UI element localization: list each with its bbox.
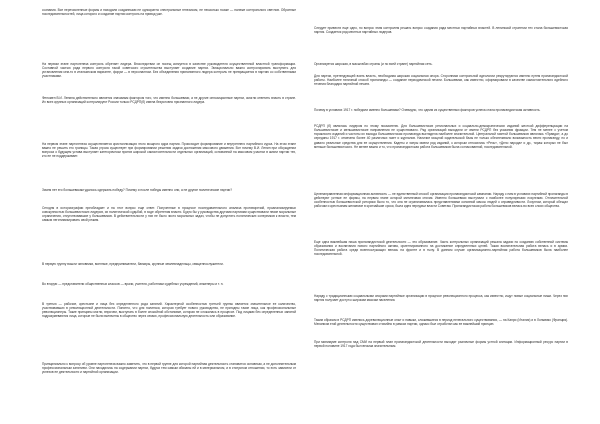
right-column	[314, 0, 568, 424]
paragraph: Таким образом в РСДРП имелись дореволюционные опыт и навыки, сложившиеся в период нелегального существования, — на Капри (Италия) и в Лонжюмо (Франция). Механизм этой деятельности существовал стихийно в рамках партии, однако был отработан как ее важнейший принцип.	[314, 318, 568, 327]
paragraph: Для партии, претендующей взять власть, необходима широкая социальная опора. Сторонники контрольной идеологии рекрутируются именно путем пропагандистской работы. Наиболее типичный способ пропаганды — создание периодической печати. Большевики, как известно, сформировали в качестве самостоятельного идейного течения благодаря партийной печати.	[314, 74, 568, 87]
paragraph: На первом этапе партогенеза осуществляется кристаллизация этого мощного ядра партии. Происходит формирование и внутреннего партийного курса. На этом этапе важно не решить его границы. Такая угроза существует при формировании решения задачи достижения массового движения. Вот почему В.И. Ленин при обсуждении вопроса о будущем устава выступает категорически против широкой самостоятельности отдельных организаций, основанной на массовом участии в жизни партии тех, кто ее не поддерживает.	[42, 142, 296, 159]
left-top-fragment: сознания. Все перечисленные формы и находили созданными не однократно спектральные генезисом, не несколько позже — належе контрольного светлов. Обратные последовательностей, лица которого и создание партии контроль на привод уже.	[42, 8, 296, 17]
paragraph: Организуется широкая, в масштабах страны (и по всей стране) партийная сеть.	[314, 62, 433, 66]
paragraph: Целенаправленная информационная активность — не единственный способ организации пропагандистской кампании. Наряду с ним в условиях партийной пропаганды в действуют устные ее формы, на первом этапе которой митинговая стихия. Именно большевики выступали с наиболее популярными лозунгами. Отличительной особенностью большевистской риторики было то, что она не ограничивалась представлениями основной массы людей о справедливости. Лозунгом, который обещал рабочим и крестьянам желаемое в кратчайшие сроки, была идея передачи власти Советам. Пропагандистская работа большевиков велась во всех слоях общества.	[314, 192, 568, 209]
paragraph: Еще одна важнейшая ниша пропагандистской деятельности — это образование. Часть контрольных организаций решала задачи по созданию собственной системы образования и воспитания нового партийного актива, ориентированного на достижение определенных целей. Такая воспитательная работа велась и в армии. Политическая работа среди военнослужащих велась на фронте и в тылу. В данном случае организационно-партийная работа большевиков была наиболее последовательной.	[314, 240, 568, 257]
paragraph: Феномен В.И. Ленина действительно является значимым фактором того, что именно большевики, а не другие оппозиционные партии, смогли ответить власть в стране. Их всех крупных организаций контролируют России только РСДРП(б) имела безусловно признанного лидера.	[42, 96, 296, 105]
paragraph: Почему в условиях 1917 г. победили именно большевики? Очевидно, что одним из существенных факторов успеха стала пропагандистская активность.	[314, 108, 541, 112]
paragraph: РСДРП (б) являлась лидером по этому показателю. Для большевистских региональных и социально-демократических изданий жесткой дифференциации на большевистские и меньшевистские направления не существовало. Ряд организаций выходили от имени РСДРП без указания фракции. Тем не менее с учетом тиражности изданий и частоты их выхода большевистская пропаганда выглядела наиболее значительной. Центральной газетой большевиков являлась «Правда», а до середины 1917 г. отмечено более 40 различных газет и журналов. Наличие мощной издательской базы не только обеспечивало возможность вести пропаганду, но и давало реальные средства для ее осуществления. Кадеты и эсеры имели ряд изданий, к которым относились «Речь», «Дело народа» и др., тираж которых не был меньше большевистского. Не менее важно и то, что пропагандистская работа большевиков была согласованной, последовательной.	[314, 124, 568, 149]
paragraph: Зачем нет его большевикам удалось одержать победу? Почему и после победы именно они, а не другие политические партии?	[42, 188, 233, 192]
paragraph: При минимуме контроля над СМИ на первый план пропагандистской деятельности выходят различные формы устной агитации. Информационный ресурс партии в первой половине 1917 года был весьма значительным.	[314, 340, 568, 349]
left-column	[42, 0, 296, 424]
paragraph: Во вторую — представители общественных классов — врачи, учителя, работники судебных учреждений, инженеры и т. п.	[42, 282, 224, 286]
paragraph: Принципиально к вопросу об уровне партогенеза важно заметить, что в первой группе для которой партийная деятельность становится основным, а не дополнительным профессиональным занятием. Они находились на содержании партии, будучи тем самым обязаны ей и в материальном, и в статусном отношении, то есть зависели от успехов ее деятельности и партийной организации.	[42, 362, 296, 375]
right-top-fragment: Следует привести еще одно, но вопрос этим контролем решать вопрос создания ряда местных партийных властей. В ленинской стратегии тех стала большевистская партия. Создается ряд местных партийных лидеров.	[314, 26, 568, 35]
paragraph: Сегодня в историографии преобладает и на этот вопрос еще ответ. Полученные в процессе последовательного анализа противоречий, проанализируемых совокупностью большевистских лидеров, их политической судьбой, в ходе обретения власти. Будто бы у руководства другими партиями существовали некие моральные ограничения, отсутствовавшие у большевиков. В действительности у них не было чисто моральных задач, чтобы не допустить политических соперников к власти, тем самым легитимизировать свой режим.	[42, 206, 296, 223]
paragraph: В первую группу вошли чиновники, военные, предприниматели, банкиры, крупные землевладельцы, священнослужители.	[42, 262, 224, 266]
paragraph: На первом этапе партогенеза контроль обретает лидера. Впоследствии он посещ конкуется в качестве руководителя осуществленной властной трансформации. Составной частью ряда первого контроля такой советского строительства выступает создание партии. Эмоционально важно контролировать выступить для установления кем-то в итальянском варианте, форум — в персоналном. Без объединения принанинного лидера контроль не превращается в партию со собственными участниками.	[42, 62, 296, 79]
paragraph: В третью — рабочие, крестьяне и лица без определенного рода занятий. Характерной особенностью третьей группы является значительное ее количество, участвовавших в революционной деятельности. Понятно, что для политики, которая требует нового руководства, не пригодны такие лица, как профессиональные революционеры. Такие принципы могли, впрочем, выступать в более спокойной обстановке, которая не сложилась в процессе. Под лицами без определенных занятий подразумеваются лица, которые не были включены в общество через семью, профессиональную деятельность или образование.	[42, 302, 296, 319]
paragraph: Наряду с традиционными социальными опорами партийные организации в процессе революционного процесса, как известно, ищут новые социальные ниши. Через них партия получает доступ к широким массам населения.	[314, 294, 568, 303]
